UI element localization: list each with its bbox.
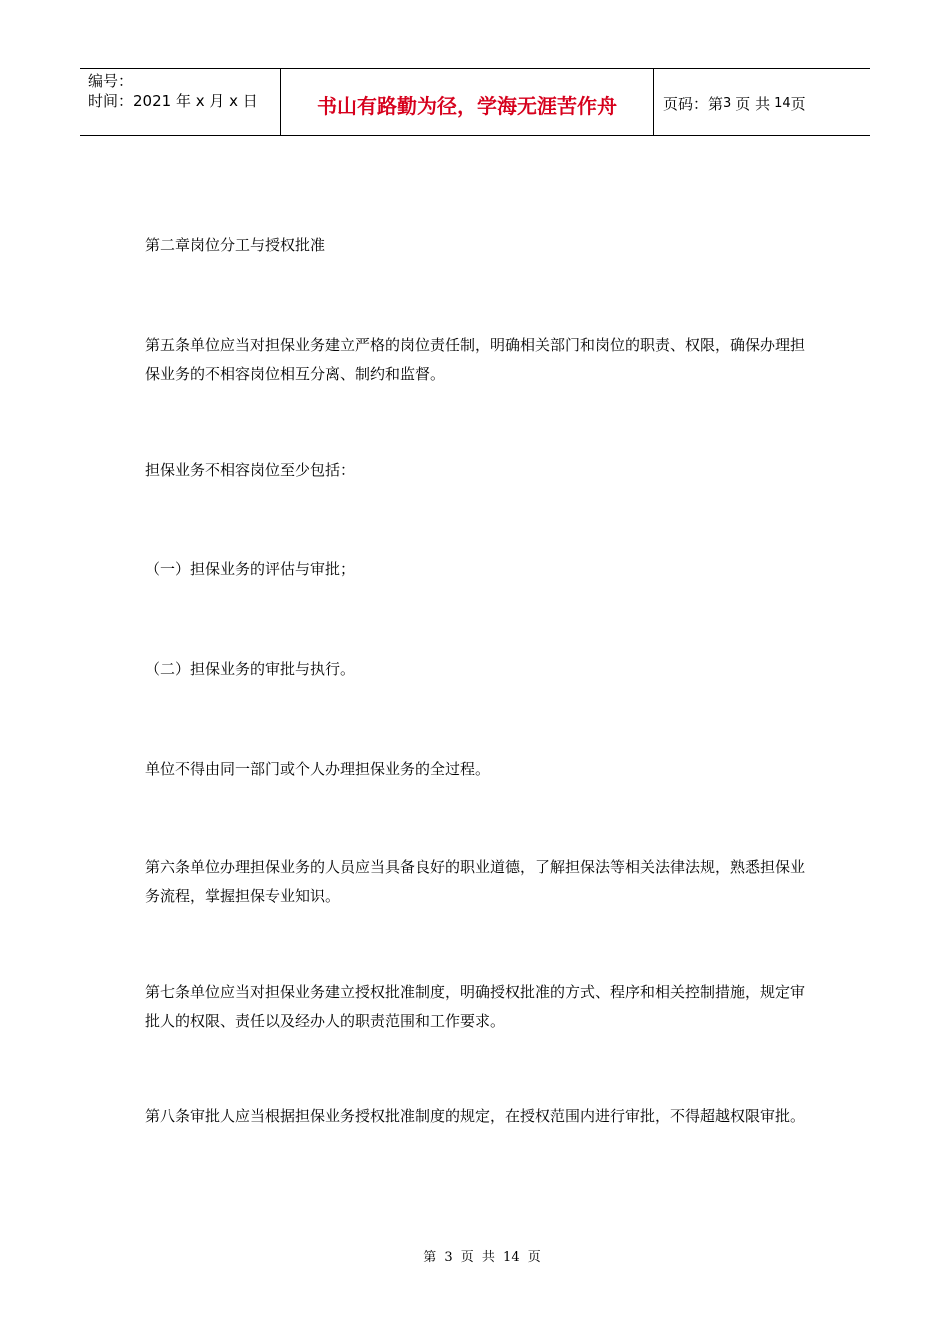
- document-header: [80, 68, 870, 136]
- page-prefix: 页码：第: [663, 94, 724, 113]
- paragraph-article-6: 第六条单位办理担保业务的人员应当具备良好的职业道德，了解担保法等相关法律法规，熟悉担保业务流程，掌握担保专业知识。: [145, 858, 806, 905]
- document-number-label: 编号：: [88, 72, 134, 90]
- page-current: 3: [723, 95, 732, 111]
- header-page-number: [654, 69, 870, 135]
- paragraph-article-5: 第五条单位应当对担保业务建立严格的岗位责任制，明确相关部门和岗位的职责、权限，确保办理担保业务的不相容岗位相互分离、制约和监督。: [145, 336, 806, 383]
- page-total: 14: [774, 95, 791, 111]
- header-meta: [80, 69, 281, 135]
- paragraph-incompatible-posts: 担保业务不相容岗位至少包括：: [145, 461, 356, 479]
- paragraph-article-8: 第八条审批人应当根据担保业务授权批准制度的规定，在授权范围内进行审批，不得超越权限审批。: [145, 1107, 806, 1125]
- paragraph-article-7: 第七条单位应当对担保业务建立授权批准制度，明确授权批准的方式、程序和相关控制措施，规定审批人的权限、责任以及经办人的职责范围和工作要求。: [145, 983, 806, 1030]
- paragraph-item-1: （一）担保业务的评估与审批；: [145, 560, 356, 578]
- paragraph-item-2: （二）担保业务的审批与执行。: [145, 660, 356, 678]
- document-time-label: 时间：2021 年 x 月 x 日: [88, 92, 258, 110]
- page-footer: 第 3 页 共 14 页: [423, 1250, 541, 1265]
- page-middle: 页 共: [735, 94, 771, 113]
- chapter-title: 第二章岗位分工与授权批准: [145, 236, 326, 254]
- page-suffix: 页: [790, 94, 806, 113]
- header-motto: 书山有路勤为径，学海无涯苦作舟: [281, 69, 654, 135]
- paragraph-whole-process: 单位不得由同一部门或个人办理担保业务的全过程。: [145, 760, 491, 778]
